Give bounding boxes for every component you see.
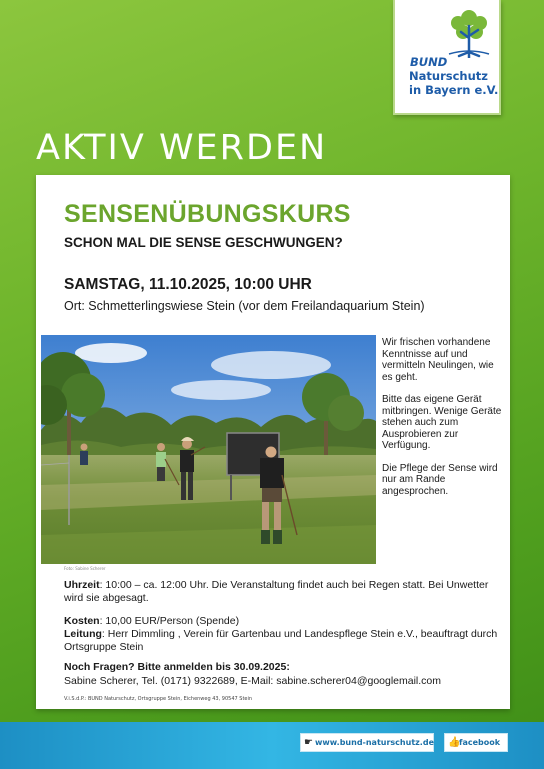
website-link-label: www.bund-naturschutz.de: [315, 738, 434, 747]
kosten-text: : 10,00 EUR/Person (Spende): [99, 615, 240, 627]
flyer-card: [36, 175, 510, 709]
side-description: [382, 337, 506, 508]
event-subtitle: SCHON MAL DIE SENSE GESCHWUNGEN?: [64, 235, 343, 250]
kosten-info: [64, 615, 504, 628]
section-title: AKTIV WERDEN: [36, 128, 328, 168]
uhrzeit-label: Uhrzeit: [64, 579, 100, 591]
leitung-label: Leitung: [64, 628, 102, 640]
event-title: SENSENÜBUNGSKURS: [64, 200, 351, 228]
side-paragraph-3: Die Pflege der Sense wird nur am Rande angesprochen.: [382, 462, 498, 497]
facebook-link-button[interactable]: [444, 733, 508, 752]
side-paragraph-1: Wir frischen vorhandene Kenntnisse auf und vermitteln Neulingen, wie es geht.: [382, 337, 494, 383]
photo-credit: Foto: Sabine Scherer: [64, 566, 106, 571]
leitung-text: : Herr Dimmling , Verein für Gartenbau und Landespflege Stein e.V., beauftragt durch Ortsgruppe Stein: [64, 628, 498, 653]
footer-bar: [0, 722, 544, 769]
event-photo: [41, 335, 376, 564]
tree-icon: [447, 8, 491, 58]
visdp-text: V.i.S.d.P.: BUND Naturschutz, Ortsgruppe Stein, Eichenweg 43, 90547 Stein: [64, 696, 253, 702]
website-link-button[interactable]: [300, 733, 434, 752]
facebook-link-label: facebook: [459, 738, 501, 747]
contact-info: Sabine Scherer, Tel. (0171) 9322689, E-Mail: sabine.scherer04@googlemail.com: [64, 675, 442, 687]
side-paragraph-2: Bitte das eigene Gerät mitbringen. Wenige Geräte stehen auch zum Ausprobieren zur Verfügung.: [382, 394, 502, 451]
uhrzeit-info: [64, 579, 504, 604]
uhrzeit-text: : 10:00 – ca. 12:00 Uhr. Die Veranstaltung findet auch bei Regen statt. Bei Unwetter wird sie abgesagt.: [64, 579, 489, 604]
bund-logo: [393, 0, 501, 115]
thumbs-up-icon: 👍: [448, 737, 461, 748]
logo-bund-text: BUND: [410, 55, 448, 69]
hand-pointer-icon: ☛: [304, 737, 313, 748]
leitung-info: [64, 628, 504, 653]
fragen-label: Noch Fragen? Bitte anmelden bis 30.09.2025:: [64, 661, 290, 673]
logo-bayern-text: in Bayern e.V.: [409, 83, 499, 97]
kosten-label: Kosten: [64, 615, 100, 627]
fragen-info: [64, 661, 504, 674]
logo-naturschutz-text: Naturschutz: [409, 69, 488, 83]
event-date: SAMSTAG, 11.10.2025, 10:00 UHR: [64, 276, 312, 293]
event-location: Ort: Schmetterlingswiese Stein (vor dem Freilandaquarium Stein): [64, 299, 425, 313]
